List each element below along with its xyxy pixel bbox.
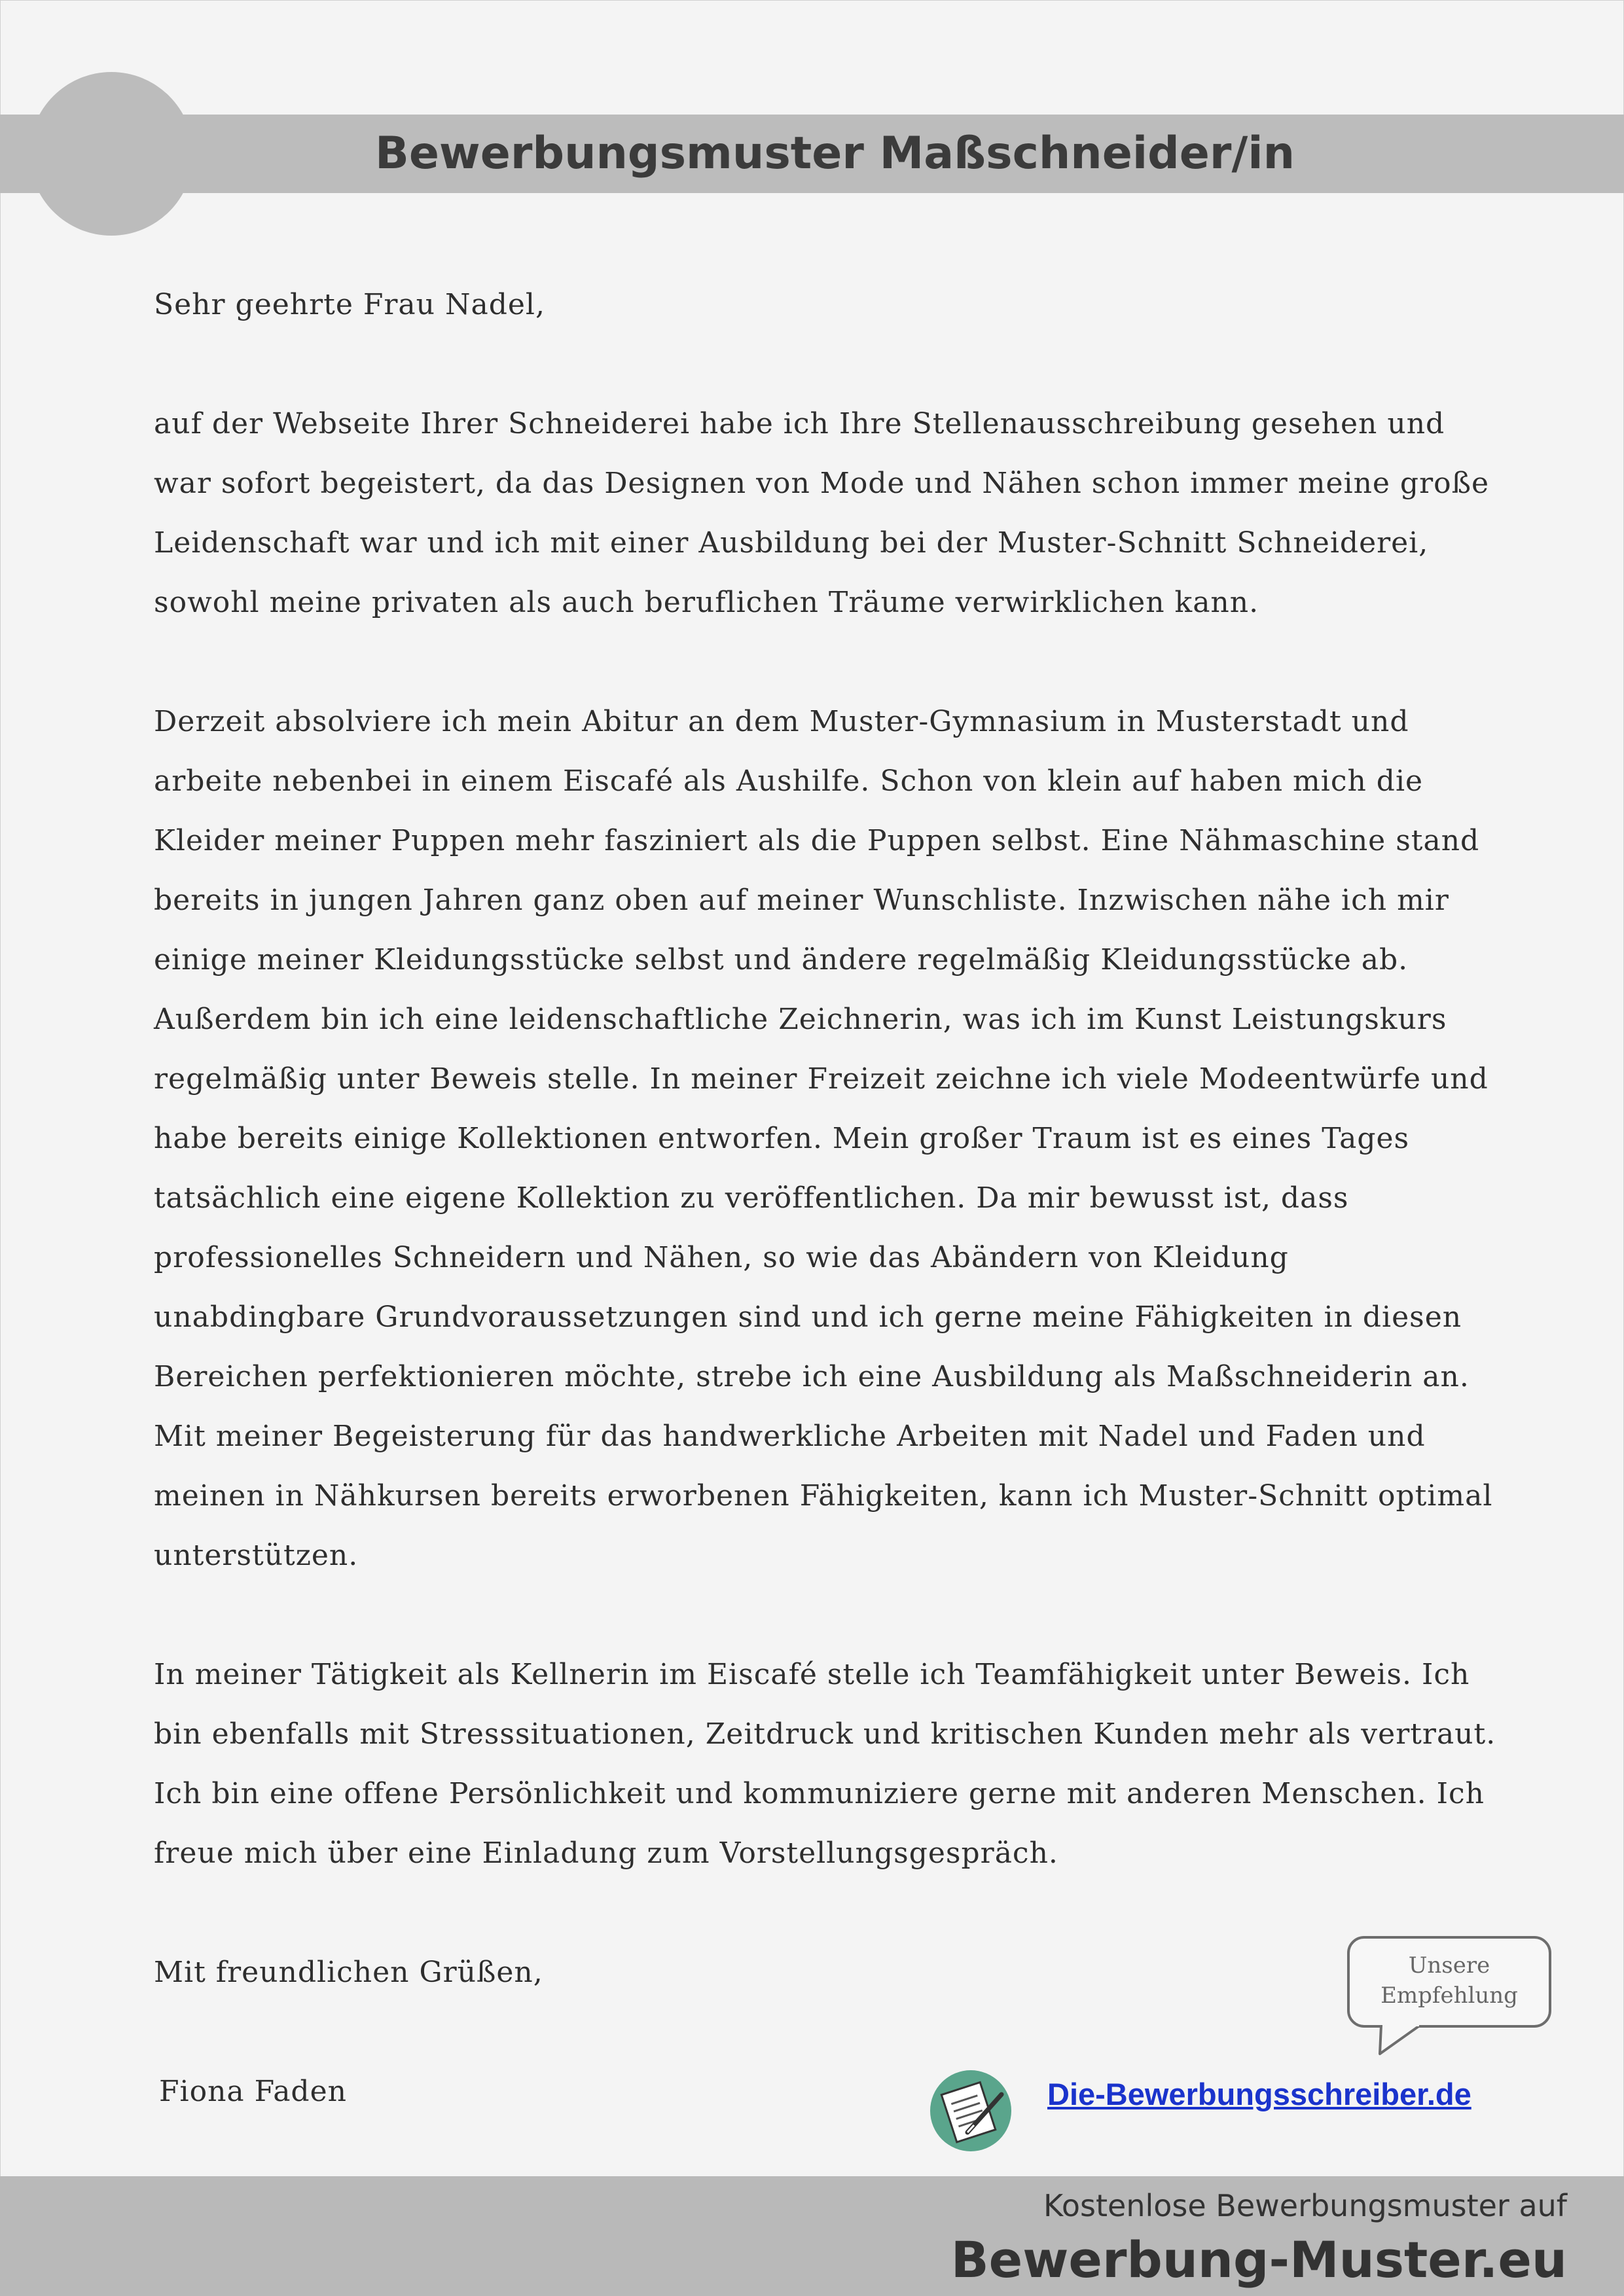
footer-site-name: Bewerbung-Muster.eu xyxy=(950,2231,1567,2289)
document-pen-icon xyxy=(928,2068,1013,2153)
letter-body xyxy=(154,275,1502,2181)
bubble-line-2: Empfehlung xyxy=(1380,1982,1518,2009)
letter-signature: Fiona Faden xyxy=(159,2075,347,2108)
letter-paragraph-3: In meiner Tätigkeit als Kellnerin im Eiscafé stelle ich Teamfähigkeit unter Beweis. Ich bin ebenfalls mit Stresssituationen, Zeitdruck und kritischen Kunden mehr als vertraut. Ich bin eine offene Persönlichkeit und kommuniziere gerne mit anderen Menschen. Ich freue mich über eine Einladung zum Vorstellungsgespräch. xyxy=(154,1658,1496,1870)
letter-paragraph-1: auf der Webseite Ihrer Schneiderei habe ich Ihre Stellenausschreibung gesehen und war sofort begeistert, da das Designen von Mode und Nähen schon immer meine große Leidenschaft war und ich mit einer Ausbildung bei der Muster-Schnitt Schneiderei, sowohl meine privaten als auch beruflichen Träume verwirklichen kann. xyxy=(154,407,1490,619)
speech-bubble-tail-icon xyxy=(1375,2025,1434,2058)
letter-closing: Mit freundlichen Grüßen, xyxy=(154,1956,543,1989)
bubble-line-1: Unsere xyxy=(1408,1952,1490,1979)
letter-paragraph-2: Derzeit absolviere ich mein Abitur an dem Muster-Gymnasium in Musterstadt und arbeite nebenbei in einem Eiscafé als Aushilfe. Schon von klein auf haben mich die Kleider meiner Puppen mehr fasziniert als die Puppen selbst. Eine Nähmaschine stand bereits in jungen Jahren ganz oben auf meiner Wunschliste. Inzwischen nähe ich mir einige meiner Kleidungsstücke selbst und ändere regelmäßig Kleidungsstücke ab. Außerdem bin ich eine leidenschaftliche Zeichnerin, was ich im Kunst Leistungskurs regelmäßig unter Beweis stelle. In meiner Freizeit zeichne ich viele Modeentwürfe und habe bereits einige Kollektionen entworfen. Mein großer Traum ist es eines Tages tatsächlich eine eigene Kollektion zu veröffentlichen. Da mir bewusst ist, dass professionelles Schneidern und Nähen, so wie das Abändern von Kleidung unabdingbare Grundvoraussetzungen sind und ich gerne meine Fähigkeiten in diesen Bereichen perfektionieren möchte, strebe ich eine Ausbildung als Maßschneiderin an. Mit meiner Begeisterung für das handwerkliche Arbeiten mit Nadel und Faden und meinen in Nähkursen bereits erworbenen Fähigkeiten, kann ich Muster-Schnitt optimal unterstützen. xyxy=(154,705,1493,1572)
page-title: Bewerbungsmuster Maßschneider/in xyxy=(374,128,1295,179)
letter-salutation: Sehr geehrte Frau Nadel, xyxy=(154,288,545,321)
footer-tagline: Kostenlose Bewerbungsmuster auf xyxy=(1043,2188,1567,2223)
recommendation-bubble xyxy=(1347,1936,1551,2028)
bewerbungsschreiber-link[interactable]: Die-Bewerbungsschreiber.de xyxy=(1047,2077,1471,2111)
